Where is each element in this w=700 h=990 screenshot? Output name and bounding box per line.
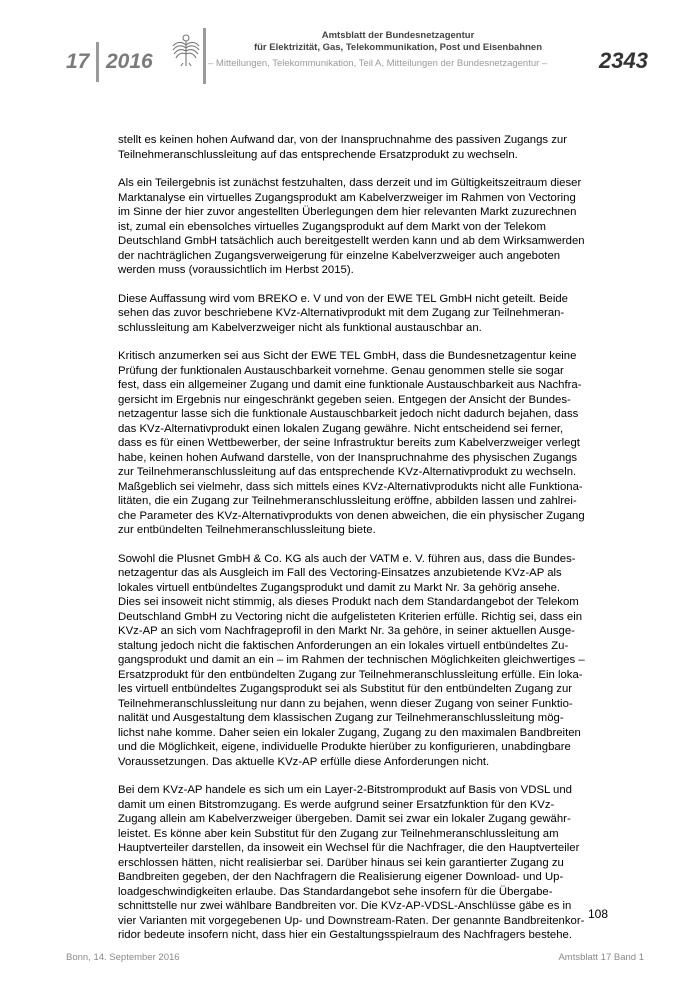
paragraph-line: schnittstelle nur zwei wählbare Bandbreiten vor. Die KVz-AP-VDSL-Anschlüsse gäbe es in: [118, 900, 572, 912]
paragraph-line: Deutschland GmbH tatsächlich auch bereitgestellt werden kann und ab dem Wirksamwerden: [118, 235, 585, 247]
paragraph-line: ridor bedeute insofern nicht, dass hier ein Gestaltungsspielraum des Nachfragers bestehe.: [118, 929, 573, 941]
federal-eagle-icon: [172, 33, 200, 67]
paragraph-line: litäten, die ein Zugang zur Teilnehmeranschlussleitung eröffne, abbilden lassen und zahlrei-: [118, 495, 577, 507]
paragraph: [118, 349, 622, 538]
paragraph-line: Diese Auffassung wird vom BREKO e. V und von der EWE TEL GmbH nicht geteilt. Beide: [118, 292, 568, 305]
paragraph-line: Marktanalyse ein virtuelles Zugangsprodukt am Kabelverzweiger im Rahmen von Vectoring: [118, 191, 576, 204]
paragraph-line: Zugang allein am Kabelverzweiger übergeben. Damit sei zwar ein lokaler Zugang gewähr-: [118, 813, 571, 825]
footer-volume: Amtsblatt 17 Band 1: [558, 952, 644, 963]
paragraph-line: zur Teilnehmeranschlussleitung auf das entsprechende KVz-Alternativprodukt zu wechseln.: [118, 466, 577, 478]
paragraph-line: vier Varianten mit vorgegebenen Up- und Downstream-Raten. Der genannte Bandbreitenkor-: [118, 914, 585, 927]
paragraph-line: stellt es keinen hohen Aufwand dar, von der Inanspruchnahme des passiven Zugangs zur: [118, 134, 567, 146]
paragraph-line: lokales virtuell entbündeltes Zugangsprodukt und damit zu Markt Nr. 3a gehörig ansehe.: [118, 581, 561, 594]
paragraph-line: Teilnehmeranschlussleitung nur dann zu bejahen, wenn dieser Zugang von seiner Funktio-: [118, 697, 573, 710]
paragraph-line: Hauptverteiler darstellen, da insoweit ein Wechsel für die Nachfrager, die den Hauptverteiler: [118, 842, 580, 854]
paragraph-line: habe, keinen hohen Aufwand darstelle, von der Inanspruchnahme des physischen Zugangs: [118, 451, 578, 464]
paragraph-line: zur entbündelten Teilnehmeranschlussleitung biete.: [118, 524, 376, 536]
paragraph-line: Ersatzprodukt für den entbündelten Zugang zur Teilnehmeranschlussleitung erfülle. Ein loka-: [118, 668, 583, 681]
paragraph-line: der nachträglichen Zugangsverweigerung für einzelne Kabelverzweiger auch angeboten: [118, 249, 561, 262]
paragraph: [118, 176, 622, 278]
paragraph-line: gersicht im Ergebnis nur eingeschränkt gegeben seien. Entgegen der Ansicht der Bundes-: [118, 393, 571, 406]
paragraph-line: ist, zumal ein ebensolches virtuelles Zugangsprodukt auf dem Markt von der Telekom: [118, 220, 546, 233]
issue-number: 17: [66, 50, 90, 73]
paragraph-line: im Sinne der hier zuvor angestellten Überlegungen dem hier relevanten Markt zuzurechnen: [118, 206, 577, 218]
paragraph-line: Bei dem KVz-AP handele es sich um ein Layer-2-Bitstromprodukt auf Basis von VDSL und: [118, 784, 572, 796]
paragraph-line: erschlossen hätten, nicht realisierbar sei. Darüber hinaus sei kein garantierter Zugang zu: [118, 856, 564, 869]
paragraph-line: Prüfung der funktionalen Austauschbarkeit vornehme. Genau genommen stelle sie sogar: [118, 364, 564, 377]
paragraph-line: loadgeschwindigkeiten erlaube. Das Standardangebot sehe insofern für die Übergabe-: [118, 885, 553, 898]
journal-subtitle: – Mitteilungen, Telekommunikation, Teil A, Mitteilungen der Bundesnetzagentur –: [208, 58, 548, 69]
paragraph: [118, 552, 622, 770]
paragraph-line: lichst nahe komme. Daher seien ein lokaler Zugang, Zugang zu den maximalen Bandbreiten: [118, 726, 581, 739]
page-number: 108: [588, 907, 609, 921]
paragraph-line: Dies sei insoweit nicht stimmig, als dieses Produkt nach dem Standardangebot der Telekom: [118, 596, 579, 608]
paragraph-line: les virtuell entbündeltes Zugangsprodukt sei als Substitut für den entbündelten Zugang zur: [118, 683, 573, 695]
paragraph: [118, 133, 622, 162]
paragraph-line: sehen das zuvor beschriebene KVz-Alternativprodukt mit dem Zugang zur Teilnehmeran-: [118, 307, 565, 319]
journal-title: Amtsblatt der Bundesnetzagentur für Elektrizität, Gas, Telekommunikation, Post und Eisenbahnen: [253, 30, 543, 53]
paragraph-line: fest, dass ein allgemeiner Zugang und damit eine funktionale Austauschbarkeit aus Nachfra-: [118, 379, 582, 391]
paragraph-line: Sowohl die Plusnet GmbH & Co. KG als auch der VATM e. V. führen aus, dass die Bundes-: [118, 552, 576, 565]
paragraph-line: und die Möglichkeit, eigene, individuelle Produkte hierüber zu konfigurieren, unabdingbare: [118, 741, 571, 753]
paragraph-line: netzagentur lasse sich die funktionale Austauschbarkeit jedoch nicht dadurch bejahen, dass: [118, 408, 579, 420]
paragraph-line: das KVz-Alternativprodukt einen lokalen Zugang gewähre. Nicht entscheidend sei ferner,: [118, 422, 564, 435]
paragraph-line: KVz-AP an sich vom Nachfrageprofil in den Markt Nr. 3a gehöre, in seiner aktuellen Ausge-: [118, 625, 575, 637]
footer-date: Bonn, 14. September 2016: [66, 952, 180, 963]
header-divider: [96, 42, 99, 82]
paragraph-line: Deutschland GmbH zu Vectoring nicht die aufgelisteten Kriterien erfülle. Richtig sei, dass ein: [118, 610, 583, 623]
issue-year: 2016: [106, 50, 153, 73]
paragraph: [118, 292, 622, 336]
paragraph-line: che Parameter des KVz-Alternativprodukts von denen abweichen, die ein physischer Zugang: [118, 509, 585, 522]
journal-page-number: 2343: [599, 48, 648, 73]
paragraph-line: gangsprodukt und damit an ein – im Rahmen der technischen Möglichkeiten gleichwertiges –: [118, 654, 585, 666]
paragraph-line: Kritisch anzumerken sei aus Sicht der EWE TEL GmbH, dass die Bundesnetzagentur keine: [118, 350, 577, 362]
paragraph-line: leistet. Es könne aber kein Substitut für den Zugang zur Teilnehmeranschlussleitung am: [118, 827, 559, 840]
paragraph-line: schlussleitung am Kabelverzweiger nicht als funktional austauschbar an.: [118, 321, 482, 334]
paragraph-line: staltung jedoch nicht die faktischen Anforderungen an ein lokales virtuell entbündeltes Zu-: [118, 639, 569, 652]
paragraph-line: Voraussetzungen. Das aktuelle KVz-AP erfülle diese Anforderungen nicht.: [118, 755, 490, 768]
paragraph-line: Maßgeblich sei vielmehr, dass sich mittels eines KVz-Alternativprodukts nicht alle Funktiona-: [118, 480, 583, 493]
paragraph-line: Als ein Teilergebnis ist zunächst festzuhalten, dass derzeit und im Gültigkeitszeitraum dieser: [118, 177, 582, 189]
paragraph: [118, 783, 622, 943]
paragraph-line: nalität und Ausgestaltung dem klassischen Zugang zur Teilnehmeranschlussleitung mög-: [118, 712, 564, 724]
document-body: [118, 133, 622, 957]
header-divider-main: [203, 28, 206, 84]
paragraph-line: Bandbreiten gegeben, der den Nachfragern die Realisierung eigener Download- und Up-: [118, 871, 564, 883]
paragraph-line: netzagentur das als Ausgleich im Fall des Vectoring-Einsatzes anzubietende KVz-AP als: [118, 567, 562, 579]
paragraph-line: dass es für einen Wettbewerber, der seine Infrastruktur bereits zum Kabelverzweiger verlegt: [118, 437, 580, 449]
paragraph-line: damit um einen Bitstromzugang. Es werde aufgrund seiner Ersatzfunktion für den KVz-: [118, 798, 555, 811]
paragraph-line: Teilnehmeranschlussleitung auf das entsprechende Ersatzprodukt zu wechseln.: [118, 148, 518, 161]
paragraph-line: werden muss (voraussichtlich im Herbst 2015).: [118, 264, 354, 276]
